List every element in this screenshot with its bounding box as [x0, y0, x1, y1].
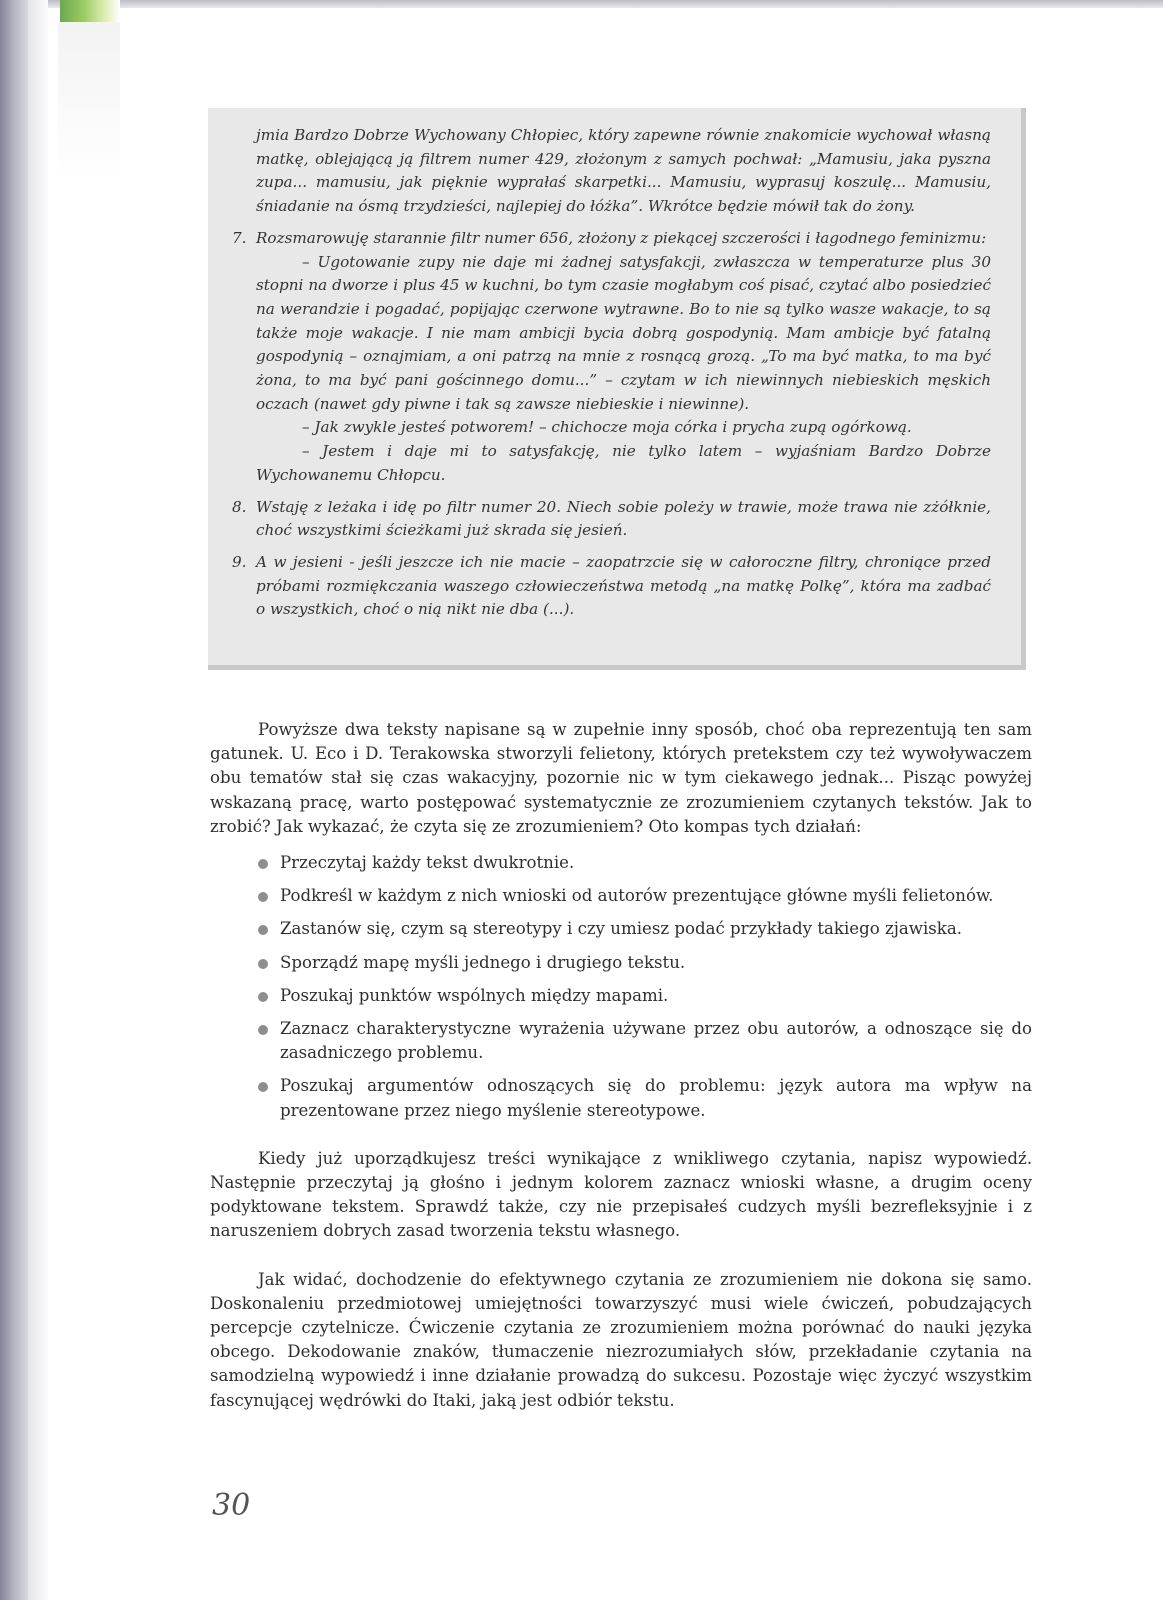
main-text: [210, 718, 1032, 1413]
bullet-icon: [258, 925, 268, 935]
steps-list: [210, 851, 1032, 1123]
body-paragraph-intro: Powyższe dwa teksty napisane są w zupełnie inny sposób, choć oba reprezentują ten sam gatunek. U. Eco i D. Terakowska stworzyli felietony, których pretekstem czy też wywoływaczem obu tematów stał się czas wakacyjny, pozornie nic w tym ciekawego jednak... Pisząc powyżej wskazaną pracę, warto postępować systematycznie ze zrozumieniem czytanych tekstów. Jak to zrobić? Jak wykazać, że czyta się ze zrozumieniem? Oto kompas tych działań:: [210, 720, 1032, 836]
quote-item-number: 7.: [232, 228, 247, 247]
quote-item: [232, 496, 991, 543]
list-item: [258, 884, 1032, 908]
quote-item-number: 8.: [232, 497, 247, 516]
quote-item-body: [256, 496, 991, 543]
list-item: [258, 951, 1032, 975]
list-item-text: Przeczytaj każdy tekst dwukrotnie.: [280, 853, 575, 873]
quote-paragraph: A w jesieni - jeśli jeszcze ich nie macie – zaopatrzcie się w całoroczne filtry, chroniące przed próbami rozmiękczania waszego człowieczeństwa metodą „na matkę Polkę”, która ma zadbać o wszystkich, choć o nią nikt nie dba (...).: [256, 552, 991, 619]
body-paragraph-writing: Kiedy już uporządkujesz treści wynikające z wnikliwego czytania, napisz wypowiedź. Następnie przeczytaj ją głośno i jednym kolorem zaznacz wnioski własne, a drugim oceny podyktowane tekstem. Sprawdź także, czy nie przepisałeś cudzych myśli bezrefleksyjnie i z naruszeniem dobrych zasad tworzenia tekstu własnego.: [210, 1148, 1032, 1241]
list-item-text: Poszukaj argumentów odnoszących się do problemu: język autora ma wpływ na prezentowane przez niego myślenie stereotypowe.: [280, 1076, 1032, 1120]
scan-edge-left-highlight: [28, 0, 48, 1600]
list-item: [258, 851, 1032, 875]
list-item-text: Poszukaj punktów wspólnych między mapami.: [280, 985, 669, 1005]
corner-decoration: [60, 0, 120, 22]
quote-intro: jmia Bardzo Dobrze Wychowany Chłopiec, który zapewne równie znakomicie wychował własną matkę, oblejającą ją filtrem numer 429, złożonym z samych pochwał: „Mamusiu, jaka pyszna zupa... mamusiu, jak pięknie wyprałaś skarpetki... Mamusiu, wyprasuj koszulę... Mamusiu, śniadanie na ósmą trzydzieści, najlepiej do łóżka”. Wkrótce będzie mówił tak do żony.: [256, 126, 991, 216]
list-item-text: Zastanów się, czym są stereotypy i czy umiesz podać przykłady takiego zjawiska.: [280, 919, 962, 939]
quote-item-body: [256, 227, 991, 488]
list-item: [258, 1074, 1032, 1122]
quote-paragraph: – Ugotowanie zupy nie daje mi żadnej satysfakcji, zwłaszcza w temperaturze plus 30 stopni na dworze i plus 45 w kuchni, bo tym czasie mogłabym coś pisać, czytać albo posiedzieć na werandzie i pogadać, popijając czerwone wytrawne. Bo to nie są tylko wasze wakacje, to są także moje wakacje. I nie mam ambicji bycia dobrą gospodynią. Mam ambicje być fatalną gospodynią – oznajmiam, a oni patrzą na mnie z rosnącą grozą. „To ma być matka, to ma być żona, to ma być pani gościnnego domu...” – czytam w ich niewinnych niebieskich męskich oczach (nawet gdy piwne i tak są zawsze niebieskie i niewinne).: [256, 252, 991, 413]
bullet-icon: [258, 859, 268, 869]
list-item-text: Podkreśl w każdym z nich wnioski od autorów prezentujące główne myśli felietonów.: [280, 886, 994, 906]
bullet-icon: [258, 1082, 268, 1092]
bullet-icon: [258, 959, 268, 969]
body-paragraph-conclusion: Jak widać, dochodzenie do efektywnego czytania ze zrozumieniem nie dokona się samo. Doskonaleniu przedmiotowej umiejętności towarzyszyć musi wiele ćwiczeń, pobudzających percepcje czytelnicze. Ćwiczenie czytania ze zrozumieniem można porównać do nauki języka obcego. Dekodowanie znaków, tłumaczenie niezrozumiałych słów, przekładanie czytania na samodzielną wypowiedź i inne działanie prowadzą do sukcesu. Pozostaje więc życzyć wszystkim fascynującej wędrówki do Itaki, jaką jest odbiór tekstu.: [210, 1269, 1032, 1410]
bullet-icon: [258, 992, 268, 1002]
quote-item: [232, 551, 991, 622]
scan-edge-top: [0, 0, 1163, 8]
quote-item-body: [256, 551, 991, 622]
list-item-text: Zaznacz charakterystyczne wyrażenia używane przez obu autorów, a odnoszące się do zasadniczego problemu.: [280, 1019, 1032, 1063]
quote-item: [232, 227, 991, 488]
quote-paragraph: – Jak zwykle jesteś potworem! – chichocze moja córka i prycha zupą ogórkową.: [302, 418, 912, 437]
bullet-icon: [258, 892, 268, 902]
quote-item-number: 9.: [232, 552, 247, 571]
list-item: [258, 984, 1032, 1008]
list-item: [258, 1017, 1032, 1065]
quote-paragraph: Wstaję z leżaka i idę po filtr numer 20. Niech sobie poleży w trawie, może trawa nie zżółknie, choć wszystkimi ścieżkami już skrada się jesień.: [256, 497, 991, 540]
corner-shadow: [58, 22, 120, 182]
list-item: [258, 917, 1032, 941]
quote-paragraph: – Jestem i daje mi to satysfakcję, nie tylko latem – wyjaśniam Bardzo Dobrze Wychowanemu Chłopcu.: [256, 442, 991, 484]
bullet-icon: [258, 1025, 268, 1035]
quote-paragraph: Rozsmarowuję starannie filtr numer 656, złożony z piekącej szczerości i łagodnego feminizmu:: [256, 228, 987, 247]
scan-edge-left: [0, 0, 28, 1600]
page-number: 30: [212, 1488, 251, 1523]
quote-box: [208, 108, 1026, 670]
list-item-text: Sporządź mapę myśli jednego i drugiego tekstu.: [280, 952, 686, 972]
